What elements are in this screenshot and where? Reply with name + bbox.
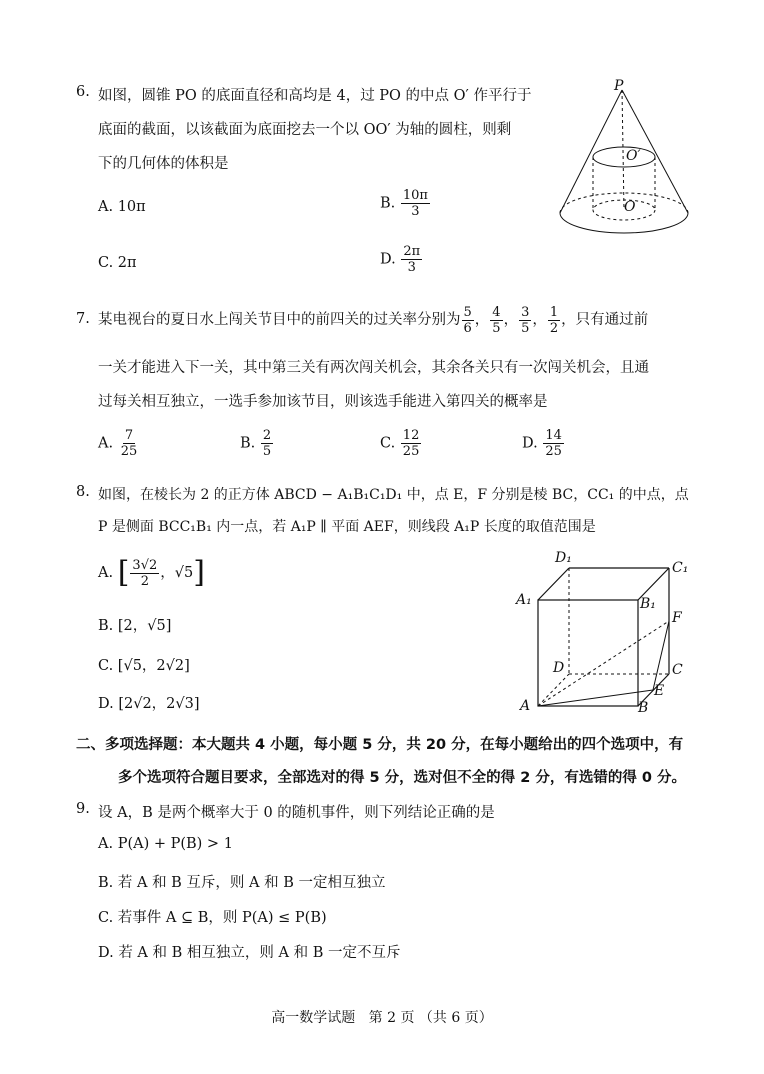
cube-label-c1: C₁ — [672, 560, 689, 576]
cube-label-a1: A₁ — [516, 592, 532, 608]
cone-label-p: P — [614, 78, 624, 94]
q7-frac-1: $\frac{5}{6}$ — [463, 304, 472, 336]
q7-line2: 一关才能进入下一关，其中第三关有两次闯关机会，其余各关只有一次闯关机会，且通 — [98, 360, 649, 376]
cube-label-b: B — [638, 700, 649, 716]
cube-label-a: A — [520, 698, 531, 714]
cube-label-d1: D₁ — [555, 550, 572, 566]
q7-number: 7. — [76, 311, 90, 327]
q6-line1: 如图，圆锥 PO 的底面直径和高均是 4，过 PO 的中点 O′ 作平行于 — [98, 88, 532, 104]
q8-option-c: C. [√5，2√2] — [98, 658, 190, 674]
q7-option-a: A. $\frac{7}{25}$ — [98, 428, 138, 459]
q8-line1: 如图，在棱长为 2 的正方体 ABCD − A₁B₁C₁D₁ 中，点 E，F 分别是棱 BC，CC₁ 的中点，点 — [98, 487, 689, 503]
cube-label-e: E — [654, 683, 665, 699]
section2-line1: 二、多项选择题：本大题共 4 小题，每小题 5 分，共 20 分，在每小题给出的四个选项中，有 — [76, 737, 684, 753]
q8-option-b: B. [2，√5] — [98, 618, 172, 634]
q6-option-d: D. $\frac{2\pi}{3}$ — [380, 244, 421, 275]
q7-option-d: D. $\frac{14}{25}$ — [522, 428, 562, 459]
q8-option-a: A. [ $\frac{3√2}{2}$ ，√5] — [98, 555, 205, 590]
q7-line3: 过每关相互独立，一选手参加该节目，则该选手能进入第四关的概率是 — [98, 394, 548, 410]
q8-number: 8. — [76, 484, 90, 500]
cube-label-d: D — [553, 660, 565, 676]
q7-line1: 某电视台的夏日水上闯关节目中的前四关的过关率分别为 $\frac{5}{6}$ ， $\frac{4}{5}$ ， $\frac{3}{5}$ ， $\frac{1}{2}$ ，只有通过前 — [98, 304, 649, 336]
q7-frac-3: $\frac{3}{5}$ — [521, 304, 530, 336]
q6-option-a: A. 10π — [98, 199, 146, 215]
q6-number: 6. — [76, 84, 90, 100]
q8-option-d: D. [2√2，2√3] — [98, 696, 200, 712]
q9-option-d: D. 若 A 和 B 相互独立，则 A 和 B 一定不互斥 — [98, 945, 401, 961]
cube-label-c: C — [672, 662, 683, 678]
q9-option-a: A. P(A) + P(B) > 1 — [98, 836, 233, 852]
page-footer: 高一数学试题 第 2 页 （共 6 页） — [271, 1010, 493, 1026]
cube-label-b1: B₁ — [640, 596, 656, 612]
q6-line2: 底面的截面，以该截面为底面挖去一个以 OO′ 为轴的圆柱，则剩 — [98, 122, 512, 138]
q9-option-b: B. 若 A 和 B 互斥，则 A 和 B 一定相互独立 — [98, 875, 386, 891]
q9-number: 9. — [76, 801, 90, 817]
q7-frac-2: $\frac{4}{5}$ — [492, 304, 501, 336]
q6-option-d-fraction: $\frac{2\pi}{3}$ — [403, 244, 421, 275]
q8-line2: P 是侧面 BCC₁B₁ 内一点，若 A₁P ∥ 平面 AEF，则线段 A₁P 长度的取值范围是 — [98, 519, 596, 535]
q6-option-b-fraction: $\frac{10\pi}{3}$ — [402, 188, 428, 219]
q7-option-b: B. $\frac{2}{5}$ — [240, 428, 272, 459]
q9-option-c: C. 若事件 A ⊆ B，则 P(A) ≤ P(B) — [98, 910, 327, 926]
q7-frac-4: $\frac{1}{2}$ — [549, 304, 559, 336]
q6-line3: 下的几何体的体积是 — [98, 156, 229, 172]
q9-stem: 设 A，B 是两个概率大于 0 的随机事件，则下列结论正确的是 — [98, 805, 495, 821]
cone-label-o-prime: O′ — [626, 148, 641, 164]
section2-line2: 多个选项符合题目要求，全部选对的得 5 分，选对但不全的得 2 分，有选错的得 0 分。 — [118, 770, 687, 786]
q7-option-c: C. $\frac{12}{25}$ — [380, 428, 420, 459]
q6-option-b: B. $\frac{10\pi}{3}$ — [380, 188, 428, 219]
q6-option-c: C. 2π — [98, 255, 137, 271]
cube-label-f: F — [672, 610, 682, 626]
cone-label-o: O — [624, 199, 636, 215]
